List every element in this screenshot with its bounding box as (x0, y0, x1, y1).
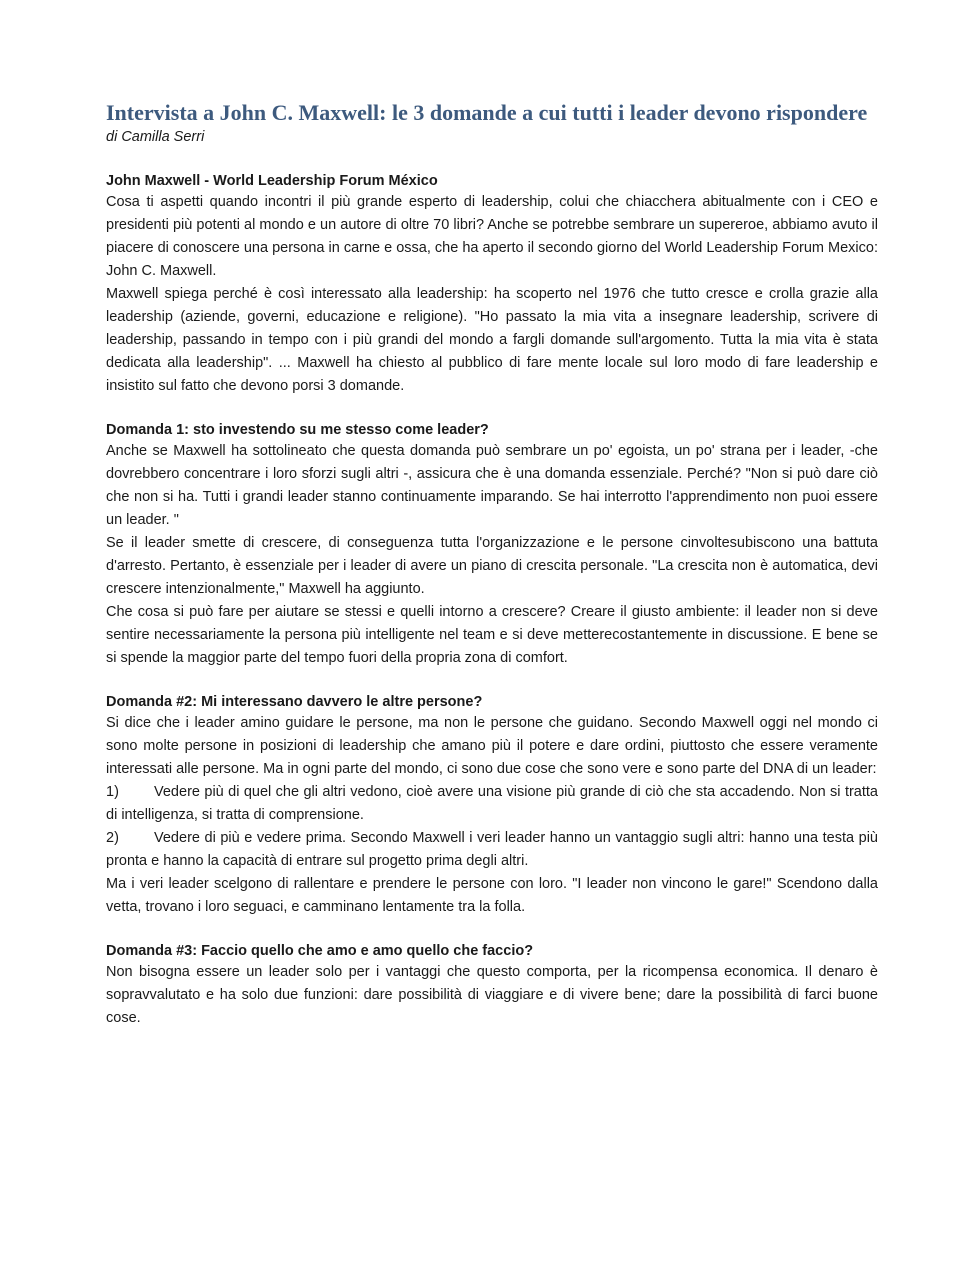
section-heading: John Maxwell - World Leadership Forum México (106, 173, 438, 189)
section-intro (106, 171, 878, 398)
article-author: di Camilla Serri (106, 129, 205, 145)
section-heading: Domanda 1: sto investendo su me stesso come leader? (106, 422, 489, 438)
section-heading: Domanda #3: Faccio quello che amo e amo quello che faccio? (106, 943, 534, 959)
list-number: 1) (106, 784, 119, 800)
article-title: Intervista a John C. Maxwell: le 3 domande a cui tutti i leader devono rispondere (106, 100, 868, 125)
section-question-3 (106, 941, 878, 1030)
list-text: Vedere di più e vedere prima. Secondo Maxwell i veri leader hanno un vantaggio sugli altri: hanno una testa più pronta e hanno la capacità di entrare sul progetto prima degli altri. (106, 830, 878, 869)
paragraph: Ma i veri leader scelgono di rallentare e prendere le persone con loro. "I leader non vincono le gare!" Scendono dalla vetta, trovano i loro seguaci, e camminano lentamente tra la folla. (106, 876, 878, 915)
paragraph: Si dice che i leader amino guidare le persone, ma non le persone che guidano. Secondo Maxwell oggi nel mondo ci sono molte persone in posizioni di leadership che amano più il potere e dare ordini, piuttosto che essere veramente interessati alle persone. Ma in ogni parte del mondo, ci sono due cose che sono vere e sono parte del DNA di un leader: (106, 715, 878, 777)
paragraph: Maxwell spiega perché è così interessato alla leadership: ha scoperto nel 1976 che tutto cresce e crolla grazie alla leadership (aziende, governi, educazione e religione). "Ho passato la mia vita a insegnare leadership, scrivere di leadership, passando in tempo con i più grandi del mondo a fargli domande sull'argomento. Tutta la mia vita è stata dedicata alla leadership". ... Maxwell ha chiesto al pubblico di fare mente locale sul loro modo di fare leadership e insistito sul fatto che devono porsi 3 domande. (106, 286, 878, 394)
list-item (106, 781, 878, 827)
paragraph: Se il leader smette di crescere, di conseguenza tutta l'organizzazione e le persone cinvoltesubiscono una battuta d'arresto. Pertanto, è essenziale per i leader di avere un piano di crescita personale. "La crescita non è automatica, devi crescere intenzionalmente," Maxwell ha aggiunto. (106, 535, 878, 597)
section-heading: Domanda #2: Mi interessano davvero le altre persone? (106, 694, 483, 710)
list-number: 2) (106, 830, 119, 846)
section-question-2 (106, 692, 878, 919)
list-item (106, 827, 878, 873)
section-question-1 (106, 420, 878, 670)
document-page (106, 98, 878, 1052)
paragraph: Anche se Maxwell ha sottolineato che questa domanda può sembrare un po' egoista, un po' strana per i leader, -che dovrebbero concentrare i loro sforzi sugli altri -, assicura che è una domanda essenziale. Perché? "Non si può dare ciò che non si ha. Tutti i grandi leader stanno continuamente imparando. Se hai interrotto l'apprendimento non puoi essere un leader. " (106, 443, 878, 528)
list-text: Vedere più di quel che gli altri vedono, cioè avere una visione più grande di ciò che sta accadendo. Non si tratta di intelligenza, si tratta di comprensione. (106, 784, 878, 823)
paragraph: Non bisogna essere un leader solo per i vantaggi che questo comporta, per la ricompensa economica. Il denaro è sopravvalutato e ha solo due funzioni: dare possibilità di viaggiare e di vivere bene; dare la possibilità di farci buone cose. (106, 964, 878, 1026)
paragraph: Cosa ti aspetti quando incontri il più grande esperto di leadership, colui che chiacchera abitualmente con i CEO e presidenti più potenti al mondo e un autore di oltre 70 libri? Anche se potrebbe sembrare un supereroe, abbiamo avuto il piacere di conoscere una persona in carne e ossa, che ha aperto il secondo giorno del World Leadership Forum Mexico: John C. Maxwell. (106, 194, 878, 279)
paragraph: Che cosa si può fare per aiutare se stessi e quelli intorno a crescere? Creare il giusto ambiente: il leader non si deve sentire necessariamente la persona più intelligente nel team e si deve metterecostantemente in discussione. E bene se si spende la maggior parte del tempo fuori della propria zona di comfort. (106, 604, 878, 666)
